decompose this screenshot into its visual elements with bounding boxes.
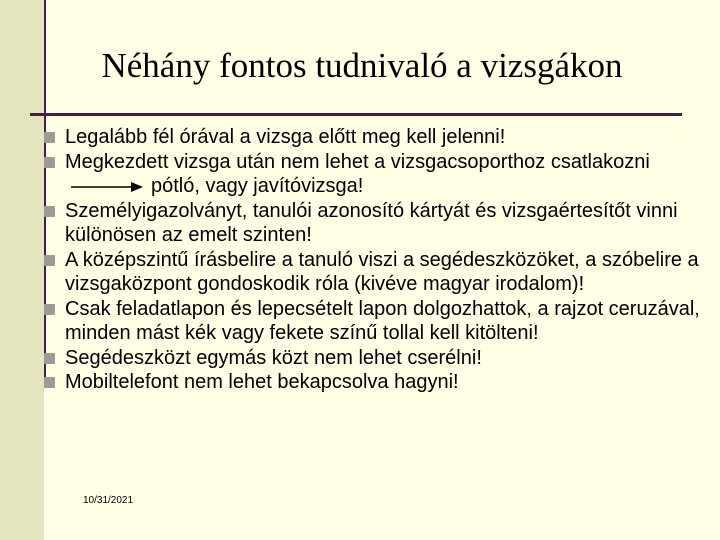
bullet-list	[44, 125, 716, 395]
slide-date: 10/31/2021	[83, 495, 134, 506]
list-item: A középszintű írásbelire a tanuló viszi a segédeszközöket, a szóbelire a vizsgaközpont gondoskodik róla (kivéve magyar irodalom)!	[44, 248, 716, 297]
square-bullet-icon	[44, 353, 55, 364]
square-bullet-icon	[44, 206, 55, 217]
title-rule	[30, 113, 682, 116]
list-item: Mobiltelefont nem lehet bekapcsolva hagyni!	[44, 370, 716, 395]
list-item: Legalább fél órával a vizsga előtt meg kell jelenni!	[44, 125, 716, 150]
slide-title-text: Néhány fontos tudnivaló a vizsgákon	[101, 46, 623, 85]
square-bullet-icon	[44, 377, 55, 388]
list-item: Segédeszközt egymás közt nem lehet cserélni!	[44, 346, 716, 371]
square-bullet-icon	[44, 157, 55, 168]
slide-title	[0, 46, 720, 86]
list-item: Megkezdett vizsga után nem lehet a vizsgacsoporthoz csatlakoznipótló, vagy javítóvizsga!	[44, 150, 716, 199]
square-bullet-icon	[44, 132, 55, 143]
square-bullet-icon	[44, 255, 55, 266]
list-item: Csak feladatlapon és lepecsételt lapon dolgozhattok, a rajzot ceruzával, minden mást kék vagy fekete színű tollal kell kitölteni!	[44, 297, 716, 346]
arrow-right-icon	[71, 181, 143, 193]
list-item: Személyigazolványt, tanulói azonosító kártyát és vizsgaértesítőt vinni különösen az emelt szinten!	[44, 199, 716, 248]
square-bullet-icon	[44, 304, 55, 315]
